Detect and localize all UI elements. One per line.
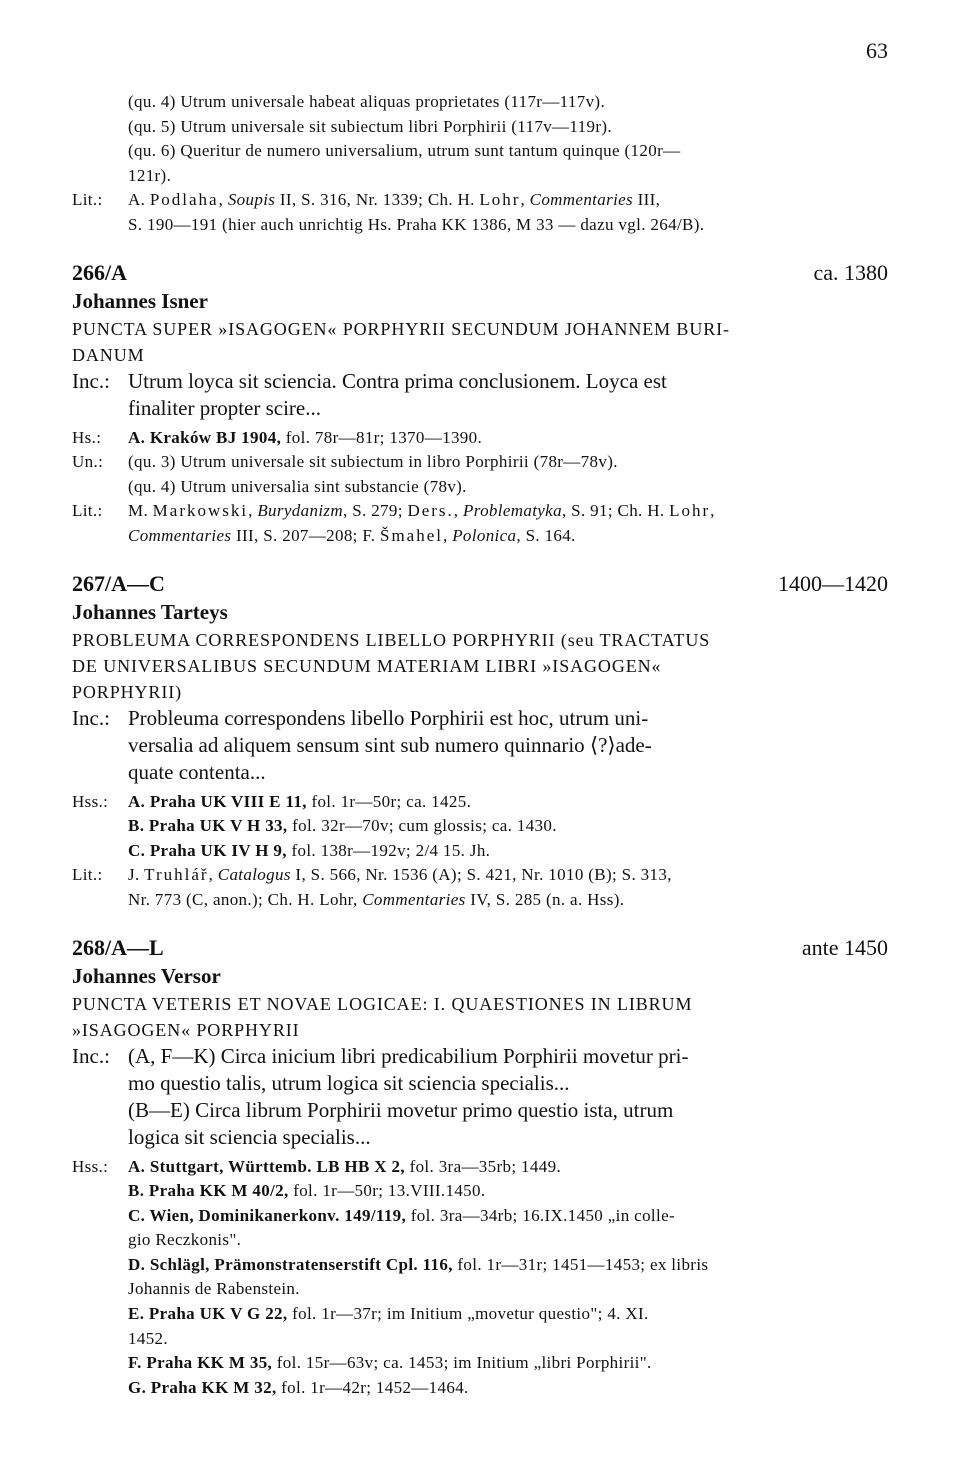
manuscript-shelfmark: E. Praha UK V G 22, bbox=[128, 1304, 288, 1324]
manuscript-item: A. Stuttgart, Württemb. LB HB X 2, fol. 3ra—35rb; 1449. bbox=[128, 1156, 562, 1176]
entry-266 bbox=[72, 258, 888, 549]
incipit-line: quate contenta... bbox=[128, 759, 266, 784]
manuscript-shelfmark: A. Stuttgart, Württemb. LB HB X 2, bbox=[128, 1156, 405, 1176]
entry-267 bbox=[72, 569, 888, 913]
incipit-line: versalia ad aliquem sensum sint sub numero quinnario ⟨?⟩ade- bbox=[128, 732, 652, 757]
work-title-line: DANUM bbox=[72, 344, 145, 365]
entry-author: Johannes Versor bbox=[72, 963, 221, 988]
work-title: Problematyka bbox=[463, 501, 562, 521]
literature-label: Lit.: bbox=[72, 865, 103, 885]
incipit-line: (B—E) Circa librum Porphirii movetur primo questio ista, utrum bbox=[128, 1097, 674, 1122]
manuscript-item: C. Praha UK IV H 9, fol. 138r—192v; 2/4 15. Jh. bbox=[128, 840, 491, 860]
literature-line: M. Markowski, Burydanizm, S. 279; Ders., Problematyka, S. 91; Ch. H. Lohr, bbox=[128, 501, 715, 521]
literature-line: S. 190—191 (hier auch unrichtig Hs. Praha KK 1386, M 33 — dazu vgl. 264/B). bbox=[128, 214, 705, 234]
work-title: Burydanizm bbox=[257, 501, 343, 521]
entry-header bbox=[72, 258, 888, 287]
incipit-section bbox=[72, 1043, 888, 1151]
page-number: 63 bbox=[866, 38, 888, 63]
incipit-label: Inc.: bbox=[72, 368, 110, 393]
entry-author: Johannes Tarteys bbox=[72, 599, 228, 624]
work-title-line: PUNCTA VETERIS ET NOVAE LOGICAE: I. QUAESTIONES IN LIBRUM bbox=[72, 993, 693, 1014]
incipit-line: finaliter propter scire... bbox=[128, 395, 321, 420]
author-name: Truhlář bbox=[144, 865, 209, 885]
work-title: Polonica bbox=[452, 525, 517, 545]
page-content bbox=[72, 90, 888, 1400]
manuscript-shelfmark: A. Kraków BJ 1904, bbox=[128, 427, 282, 447]
literature-section bbox=[72, 188, 888, 237]
entry-header bbox=[72, 933, 888, 962]
entry-author: Johannes Isner bbox=[72, 288, 208, 313]
incipit-label: Inc.: bbox=[72, 1043, 110, 1068]
literature-line: J. Truhlář, Catalogus I, S. 566, Nr. 1536 (A); S. 421, Nr. 1010 (B); S. 313, bbox=[128, 865, 672, 885]
work-title-line: »ISAGOGEN« PORPHYRII bbox=[72, 1019, 300, 1040]
work-title-line: PORPHYRII) bbox=[72, 681, 183, 702]
manuscript-item: B. Praha KK M 40/2, fol. 1r—50r; 13.VIII.1450. bbox=[128, 1181, 486, 1201]
manuscript-item: D. Schlägl, Prämonstratenserstift Cpl. 116, fol. 1r—31r; 1451—1453; ex libris bbox=[128, 1254, 709, 1274]
question-line: (qu. 5) Utrum universale sit subiectum libri Porphirii (117v—119r). bbox=[128, 116, 612, 136]
question-line: (qu. 6) Queritur de numero universalium, utrum sunt tantum quinque (120r— bbox=[128, 141, 681, 161]
manuscripts-label: Hss.: bbox=[72, 1156, 109, 1176]
entry-date: ca. 1380 bbox=[813, 259, 888, 285]
incipit-line: Probleuma correspondens libello Porphirii est hoc, utrum uni- bbox=[128, 705, 649, 730]
question-line: (qu. 4) Utrum universale habeat aliquas proprietates (117r—117v). bbox=[128, 92, 606, 111]
manuscript-shelfmark: B. Praha KK M 40/2, bbox=[128, 1181, 289, 1201]
work-title: Commentaries bbox=[362, 889, 466, 909]
manuscript-item: G. Praha KK M 32, fol. 1r—42r; 1452—1464. bbox=[128, 1377, 469, 1397]
manuscripts-section bbox=[72, 790, 888, 864]
literature-line: Nr. 773 (C, anon.); Ch. H. Lohr, Commentaries IV, S. 285 (n. a. Hss). bbox=[128, 889, 625, 909]
manuscript-item: C. Wien, Dominikanerkonv. 149/119, fol. 3ra—34rb; 16.IX.1450 „in colle- bbox=[128, 1205, 675, 1225]
question-line: (qu. 4) Utrum universalia sint substancie (78v). bbox=[128, 476, 467, 496]
incipit-line: (A, F—K) Circa inicium libri predicabilium Porphirii movetur pri- bbox=[128, 1043, 689, 1068]
manuscript-item: B. Praha UK V H 33, fol. 32r—70v; cum glossis; ca. 1430. bbox=[128, 816, 557, 836]
manuscript-shelfmark: B. Praha UK V H 33, bbox=[128, 816, 288, 836]
manuscript-item-continuation: gio Reczkonis". bbox=[128, 1230, 242, 1250]
manuscript-shelfmark: C. Wien, Dominikanerkonv. 149/119, bbox=[128, 1205, 407, 1225]
author-name: Podlaha bbox=[149, 190, 219, 210]
manuscript-section: Hs.: A. Kraków BJ 1904, fol. 78r—81r; 1370—1390. bbox=[72, 426, 888, 451]
literature-label: Lit.: bbox=[72, 501, 103, 521]
literature-label: Lit.: bbox=[72, 190, 103, 210]
manuscripts-label: Hss.: bbox=[72, 791, 109, 811]
entry-number: 267/A—C bbox=[72, 570, 165, 596]
incipit-section bbox=[72, 368, 888, 422]
manuscript-shelfmark: F. Praha KK M 35, bbox=[128, 1353, 273, 1373]
author-name: Markowski bbox=[152, 501, 249, 521]
author-name: Ders. bbox=[407, 501, 454, 521]
manuscript-label: Hs.: bbox=[72, 427, 102, 447]
manuscript-item-continuation: Johannis de Rabenstein. bbox=[128, 1279, 300, 1299]
manuscript-item: A. Praha UK VIII E 11, fol. 1r—50r; ca. 1425. bbox=[128, 791, 472, 811]
entry-date: ante 1450 bbox=[801, 934, 888, 960]
incipit-line: mo questio talis, utrum logica sit sciencia specialis... bbox=[128, 1070, 570, 1095]
manuscript-shelfmark: C. Praha UK IV H 9, bbox=[128, 840, 287, 860]
literature-line: A. Podlaha, Soupis II, S. 316, Nr. 1339; Ch. H. Lohr, Commentaries III, bbox=[128, 190, 661, 210]
manuscript-item: F. Praha KK M 35, fol. 15r—63v; ca. 1453; im Initium „libri Porphirii". bbox=[128, 1353, 652, 1373]
work-title: Commentaries bbox=[128, 525, 232, 545]
manuscript-shelfmark: D. Schlägl, Prämonstratenserstift Cpl. 116, bbox=[128, 1254, 453, 1274]
incipit-section bbox=[72, 705, 888, 786]
author-name: Lohr bbox=[479, 190, 521, 210]
incipit-line: Utrum loyca sit sciencia. Contra prima conclusionem. Loyca est bbox=[128, 368, 667, 393]
literature-section bbox=[72, 499, 888, 548]
questions-section bbox=[72, 450, 888, 499]
literature-line: Commentaries III, S. 207—208; F. Šmahel, Polonica, S. 164. bbox=[128, 525, 576, 545]
author-name: Lohr bbox=[669, 501, 711, 521]
work-title: Catalogus bbox=[217, 865, 291, 885]
entry-number: 266/A bbox=[72, 259, 127, 285]
literature-section bbox=[72, 863, 888, 912]
prev-entry-continuation bbox=[72, 90, 888, 238]
manuscript-item: E. Praha UK V G 22, fol. 1r—37r; im Initium „movetur questio"; 4. XI. bbox=[128, 1304, 649, 1324]
question-line: 121r). bbox=[128, 165, 172, 185]
entry-date: 1400—1420 bbox=[778, 570, 888, 596]
work-title-line: PROBLEUMA CORRESPONDENS LIBELLO PORPHYRII (seu TRACTATUS bbox=[72, 629, 711, 650]
work-title-line: PUNCTA SUPER »ISAGOGEN« PORPHYRII SECUNDUM JOHANNEM BURI- bbox=[72, 318, 730, 339]
work-title: Commentaries bbox=[529, 190, 634, 210]
entry-header bbox=[72, 569, 888, 598]
entry-268 bbox=[72, 933, 888, 1401]
manuscript-item-continuation: 1452. bbox=[128, 1328, 168, 1348]
author-name: Šmahel bbox=[379, 525, 443, 545]
questions-label: Un.: bbox=[72, 452, 104, 472]
work-title: Soupis bbox=[227, 190, 276, 210]
work-title-line: DE UNIVERSALIBUS SECUNDUM MATERIAM LIBRI »ISAGOGEN« bbox=[72, 655, 662, 676]
entry-number: 268/A—L bbox=[72, 934, 164, 960]
manuscript-shelfmark: G. Praha KK M 32, bbox=[128, 1377, 277, 1397]
incipit-label: Inc.: bbox=[72, 705, 110, 730]
manuscripts-section bbox=[72, 1155, 888, 1401]
incipit-line: logica sit sciencia specialis... bbox=[128, 1124, 371, 1149]
manuscript-shelfmark: A. Praha UK VIII E 11, bbox=[128, 791, 307, 811]
question-line: (qu. 3) Utrum universale sit subiectum in libro Porphirii (78r—78v). bbox=[128, 452, 618, 472]
